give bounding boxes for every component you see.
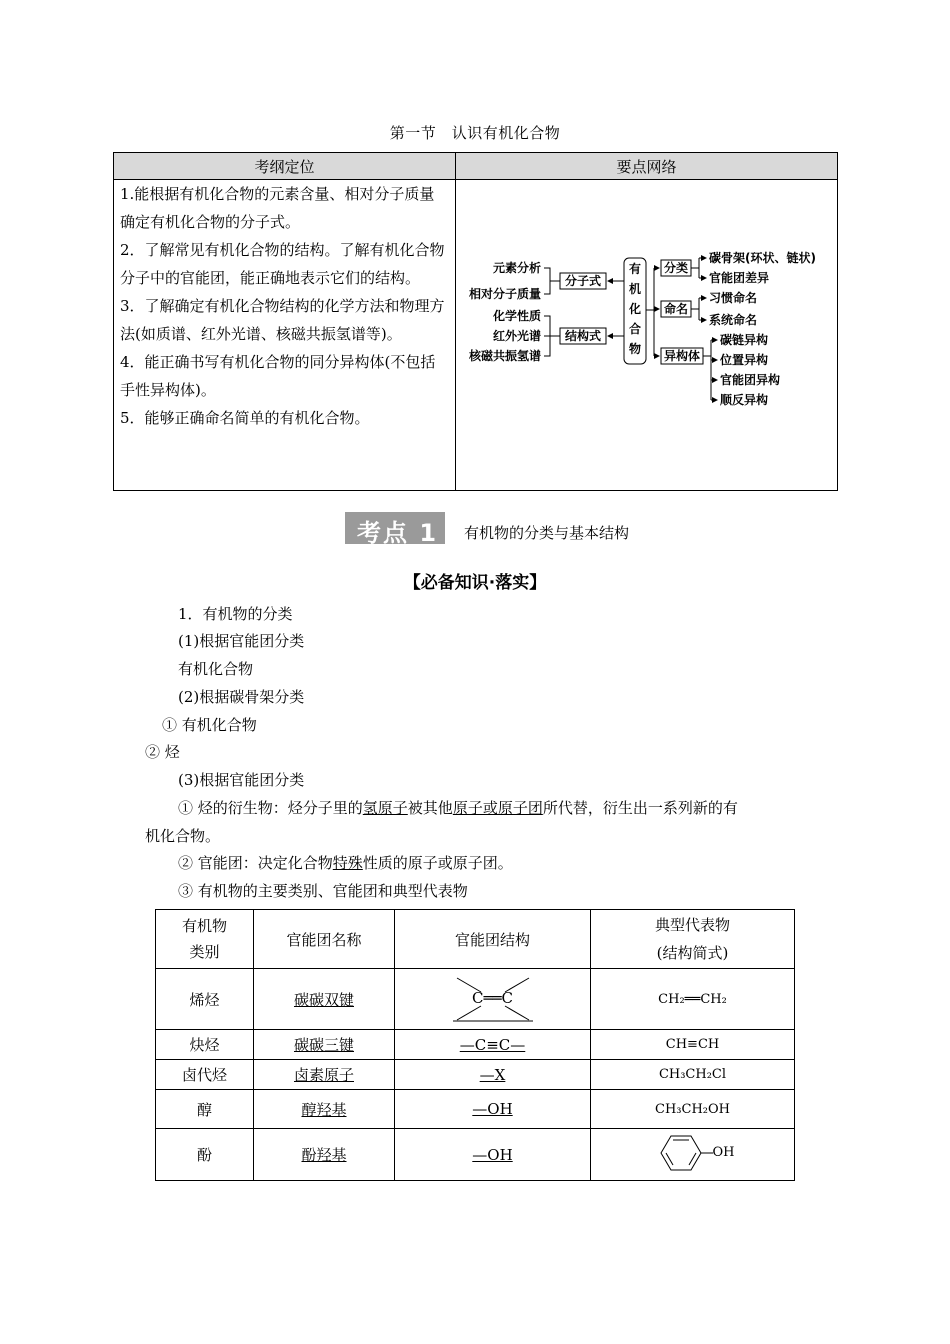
cell-group-struct [395,969,591,1030]
kaodian-badge-text: 考点 1 [357,519,439,547]
box-naming-label: 命名 [663,302,689,316]
outline-table [113,152,838,491]
net-left-label: 核磁共振氢谱 [468,349,541,363]
body-text: ① 烃的衍生物：烃分子里的 [178,799,363,817]
classify-item: 碳骨架(环状、链状) [709,251,816,265]
cell-example: CH₂══CH₂ [591,969,795,1030]
body-text: 所代替，衍生出一系列新的有 [542,799,738,817]
cell-group-name [254,1090,395,1129]
isomer-item: 碳链异构 [720,333,769,347]
fill-blank: 卤素原子 [293,1066,354,1084]
box-isomer-label: 异构体 [663,349,701,363]
kaodian-title: 有机物的分类与基本结构 [464,524,630,542]
th-text: 类别 [189,943,220,961]
net-left-label: 相对分子质量 [468,287,541,301]
cell-example [591,1129,795,1181]
center-char: 机 [628,282,642,296]
box-classify-label: 分类 [663,261,689,275]
table-row [156,1060,795,1090]
fill-blank: —OH [472,1100,513,1118]
body-line: (3)根据官能团分类 [178,771,305,789]
table-row [156,1030,795,1060]
network-cell [456,180,838,491]
center-char: 化 [628,302,642,316]
th-text: 有机物 [181,917,227,935]
classify-item: 官能团差异 [709,271,770,285]
fill-blank: —OH [472,1145,513,1164]
objective-item: 3．了解确定有机化合物结构的化学方法和物理方法(如质谱、红外光谱、核磁共振氢谱等)。 [120,297,445,343]
body-line: ① 有机化合物 [162,716,257,734]
center-char: 有 [628,262,642,276]
isomer-item: 官能团异构 [720,373,781,387]
table-row [156,1129,795,1181]
concept-network-diagram [456,180,837,486]
objectives-cell [114,180,456,491]
page-title: 第一节 认识有机化合物 [389,124,561,142]
table-row [156,969,795,1030]
table-row [156,1090,795,1129]
body-line: (2)根据碳骨架分类 [178,688,305,706]
th-name: 官能团名称 [254,910,395,969]
fill-blank: —C≡C— [459,1035,526,1054]
col-header-outline: 考纲定位 [114,153,456,180]
cell-type: 烯烃 [156,969,254,1030]
cell-type: 卤代烃 [156,1060,254,1090]
center-char: 合 [628,322,642,336]
body-line [178,853,513,873]
alkene-structure [413,974,573,1024]
net-left-label: 元素分析 [492,261,541,275]
fill-blank: 原子或原子团 [452,799,543,817]
cell-type: 炔烃 [156,1030,254,1060]
fill-blank: 碳碳双键 [293,990,354,1009]
cell-example: CH₃CH₂OH [591,1090,795,1129]
phenol-structure [651,1132,735,1174]
body-line: (1)根据官能团分类 [178,632,305,650]
body-line: ② 烃 [145,743,180,761]
cell-type: 酚 [156,1129,254,1181]
isomer-item: 顺反异构 [720,393,769,407]
cell-type: 醇 [156,1090,254,1129]
alkene-struct-text: C══C [471,989,513,1007]
fill-blank: —X [479,1065,506,1084]
th-text: 典型代表物 [654,916,730,934]
center-char: 物 [628,342,642,356]
cell-group-name [254,1030,395,1060]
benzene-ring-icon [651,1132,713,1174]
cell-group-name [254,969,395,1030]
cell-group-struct [395,1129,591,1181]
th-text: (结构简式) [656,944,729,962]
th-example [591,910,795,969]
body-line: ③ 有机物的主要类别、官能团和典型代表物 [178,882,468,900]
objective-item: 2．了解常见有机化合物的结构。了解有机化合物分子中的官能团，能正确地表示它们的结构。 [120,241,445,287]
th-struct: 官能团结构 [395,910,591,969]
body-line: 1．有机物的分类 [178,605,293,623]
naming-item: 习惯命名 [709,291,758,305]
naming-item: 系统命名 [709,313,758,327]
functional-group-table [155,909,795,1181]
body-text: 被其他 [407,799,453,817]
cell-example: CH₃CH₂Cl [591,1060,795,1090]
body-text: ② 官能团：决定化合物 [178,854,333,872]
cell-group-struct [395,1030,591,1060]
box-molecular-formula-label: 分子式 [564,274,602,288]
body-line: 有机化合物 [178,660,254,678]
th-class [156,910,254,969]
objective-item: 4．能正确书写有机化合物的同分异构体(不包括手性异构体)。 [120,353,436,399]
isomer-item: 位置异构 [720,353,769,367]
cell-group-struct [395,1090,591,1129]
objective-item: 5．能够正确命名简单的有机化合物。 [120,409,370,427]
fill-blank: 氢原子 [362,799,408,817]
cell-group-struct [395,1060,591,1090]
fill-blank: 酚羟基 [301,1146,347,1164]
box-structural-formula-label: 结构式 [564,329,602,343]
phenol-oh-label: OH [712,1145,735,1160]
fill-blank: 碳碳三键 [293,1036,354,1054]
body-text: 性质的原子或原子团。 [362,854,513,872]
objective-item: 1.能根据有机化合物的元素含量、相对分子质量确定有机化合物的分子式。 [120,185,435,231]
section-heading: 【必备知识·落实】 [403,573,547,593]
cell-group-name [254,1129,395,1181]
fill-blank: 醇羟基 [301,1100,347,1119]
body-line [178,798,738,818]
body-line: 机化合物。 [145,827,221,845]
cell-example: CH≡CH [591,1030,795,1060]
fill-blank: 特殊 [332,854,363,872]
cell-group-name [254,1060,395,1090]
col-header-network: 要点网络 [456,153,838,180]
net-left-label: 红外光谱 [492,329,541,343]
net-left-label: 化学性质 [492,309,541,323]
